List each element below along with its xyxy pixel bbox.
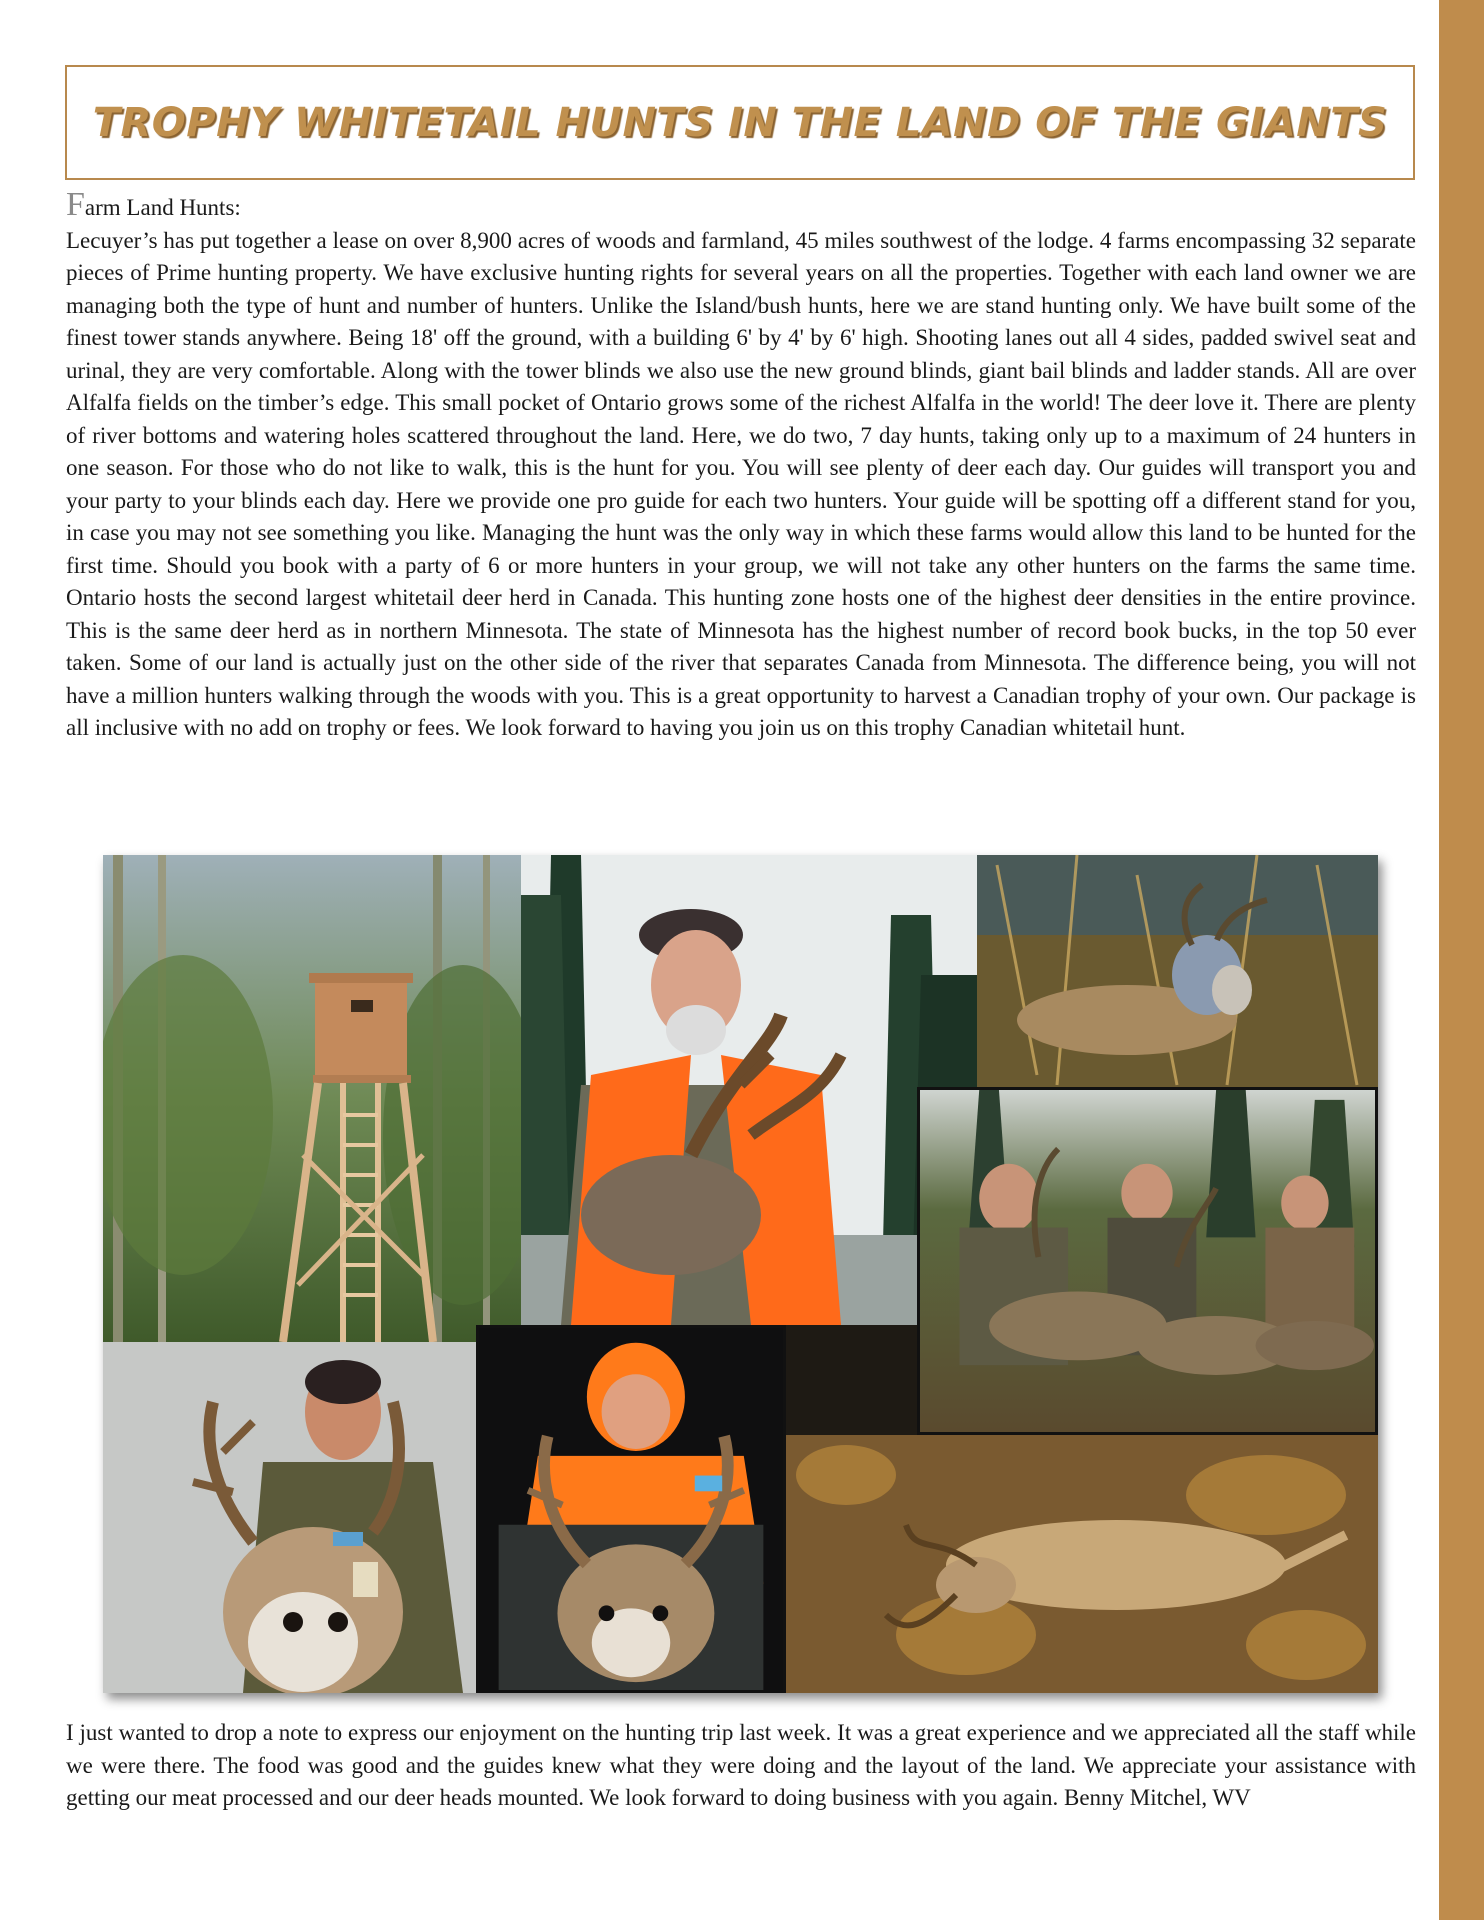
- section-heading-text: arm Land Hunts:: [84, 195, 241, 220]
- photo-hunter-orange-hood: [476, 1325, 786, 1693]
- title-box: [65, 65, 1415, 180]
- photo-hunter-orange-vest: [521, 855, 977, 1325]
- testimonial-text: I just wanted to drop a note to express our enjoyment on the hunting trip last week. It was a great experience and we appreciated all the staff while we were there. The food was good and the guides knew what they were doing and the layout of the land. We appreciate your assistance with getting our meat processed and our deer heads mounted. We look forward to doing business with you again. Benny Mitchel, WV: [66, 1720, 1416, 1810]
- section-heading: [66, 186, 1416, 225]
- article-paragraph: Lecuyer’s has put together a lease on over 8,900 acres of woods and farmland, 45 miles southwest of the lodge. 4 farms encompassing 32 separate pieces of Prime hunting property. We have exclusive hunting rights for several years on all the properties. Together with each land owner we are managing both the type of hunt and number of hunters. Unlike the Island/bush hunts, here we are stand hunting only. We have built some of the finest tower stands anywhere. Being 18' off the ground, with a building 6' by 4' by 6' high. Shooting lanes out all 4 sides, padded swivel seat and urinal, they are very comfortable. Along with the tower blinds we also use the new ground blinds, giant bail blinds and ladder stands. All are over Alfalfa fields on the timber’s edge. This small pocket of Ontario grows some of the richest Alfalfa in the world! The deer love it. There are plenty of river bottoms and watering holes scattered throughout the land. Here, we do two, 7 day hunts, taking only up to a maximum of 24 hunters in one season. For those who do not like to walk, this is the hunt for you. You will see plenty of deer each day. Our guides will transport you and your party to your blinds each day. Here we provide one pro guide for each two hunters. Your guide will be spotting off a different stand for you, in case you may not see something you like. Managing the hunt was the only way in which these farms would allow this land to be hunted for the first time. Should you book with a party of 6 or more hunters in your group, we will not take any other hunters on the farms the same time. Ontario hosts the second largest whitetail deer herd in Canada. This hunting zone hosts one of the highest deer densities in the entire province. This is the same deer herd as in northern Minnesota. The state of Minnesota has the highest number of record book bucks, in the top 50 ever taken. Some of our land is actually just on the other side of the river that separates Canada from Minnesota. The difference being, you will not have a million hunters walking through the woods with you. This is a great opportunity to harvest a Canadian trophy of your own. Our package is all inclusive with no add on trophy or fees. We look forward to having you join us on this trophy Canadian whitetail hunt.: [66, 227, 1416, 740]
- page-title: TROPHY WHITETAIL HUNTS IN THE LAND OF THE GIANTS: [92, 99, 1388, 146]
- photo-deer-in-grass: [977, 855, 1378, 1087]
- photo-hunter-green-shirt: [103, 1342, 476, 1693]
- photo-three-hunters: [917, 1087, 1378, 1435]
- decorative-side-bar: [1439, 0, 1484, 1920]
- photo-collage: [103, 855, 1378, 1693]
- article-body: [66, 186, 1416, 745]
- photo-tower-stand: [103, 855, 521, 1342]
- drop-cap: F: [66, 186, 85, 223]
- photo-buck-forest-floor: [786, 1435, 1378, 1693]
